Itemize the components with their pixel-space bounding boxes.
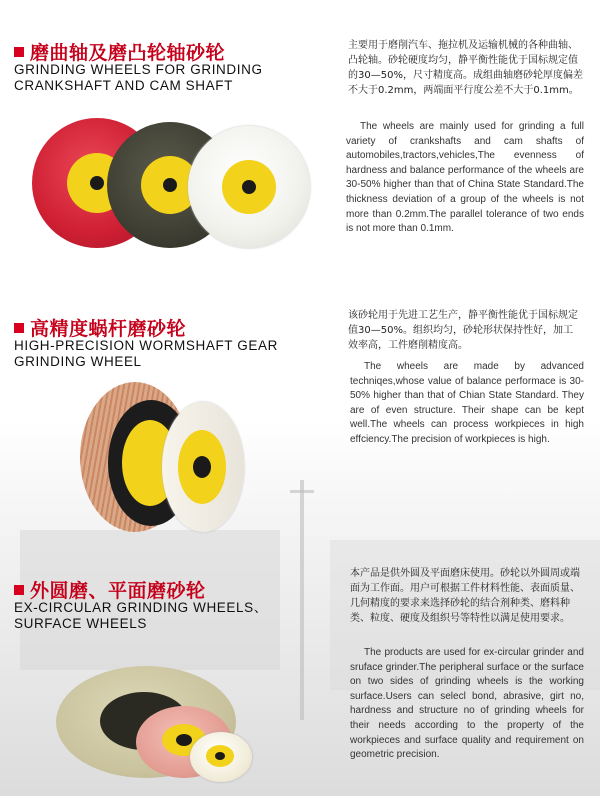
cn-description: 主要用于磨削汽车、拖拉机及运输机械的各种曲轴、凸轮轴。砂轮硬度均匀，静平衡性能优于国标规定值的30—50%，尺寸精度高。成组曲轴磨砂轮厚度偏差不大于0.2mm，两端面平行度公差不大于0.1mm。	[348, 40, 583, 96]
en-title-line-2: SURFACE WHEELS	[14, 616, 147, 631]
cn-title: 高精度蜗杆磨砂轮	[30, 318, 187, 340]
en-description: The products are used for ex-circular grinder and sruface grinder.The peripheral surface or the surface on two sides of grinding wheels is the working surface.Users can selecl bond, abrasive, girt no, hardness and structure no of grinding wheels for their needs according to the property of the workpieces and surface quality and requirement on geometric precision.	[350, 647, 584, 761]
cn-description: 本产品是供外圆及平面磨床使用。砂轮以外圆周或端面为工作面。用户可根据工件材料性能、表面质量、几何精度的要求来选择砂轮的结合剂种类、磨料种类、粒度、硬度及组织号等特性以满足使用要求。	[350, 568, 580, 624]
section-ex-circular	[0, 556, 600, 796]
section-crankshaft	[0, 0, 600, 290]
en-title-line-1: GRINDING WHEELS FOR GRINDING	[14, 62, 263, 77]
en-title-line-1: EX-CIRCULAR GRINDING WHEELS、	[14, 600, 268, 615]
en-description: The wheels are made by advanced techniqes,whose value of balance performace is 30-50% higher than that of Chian State Standard. They are of even structure. Their shape can be kept well.The wheels can process workpieces in high effciency.The precision of workpieces is high.	[350, 361, 584, 445]
en-title-line-1: HIGH-PRECISION WORMSHAFT GEAR	[14, 338, 278, 353]
en-title-line-2: GRINDING WHEEL	[14, 354, 142, 369]
red-square-bullet-icon	[14, 585, 24, 595]
section-heading	[14, 576, 206, 603]
en-description: The wheels are mainly used for grinding a full variety of crankshafts and cam shafts of automobiles,tractors,vehicles,The evenness of hardness and balance performance of the wheels are 30-50% higher than that of China State Standard.The thickness deviation of a group of the wheels is not more than 0.2mm.The parallel tolerance of two ends is not more than 0.1mm.	[346, 121, 584, 235]
red-square-bullet-icon	[14, 47, 24, 57]
cn-description: 该砂轮用于先进工艺生产，静平衡性能优于国标规定值30—50%。组织均匀，砂轮形状保持性好，加工效率高，工件磨削精度高。	[348, 310, 578, 351]
section-heading	[14, 38, 225, 65]
cn-title: 外圆磨、平面磨砂轮	[30, 580, 206, 602]
section-wormshaft	[0, 290, 600, 550]
red-square-bullet-icon	[14, 323, 24, 333]
en-title-line-2: CRANKSHAFT AND CAM SHAFT	[14, 78, 233, 93]
section-heading	[14, 314, 186, 341]
cn-title: 磨曲轴及磨凸轮轴砂轮	[30, 42, 226, 64]
